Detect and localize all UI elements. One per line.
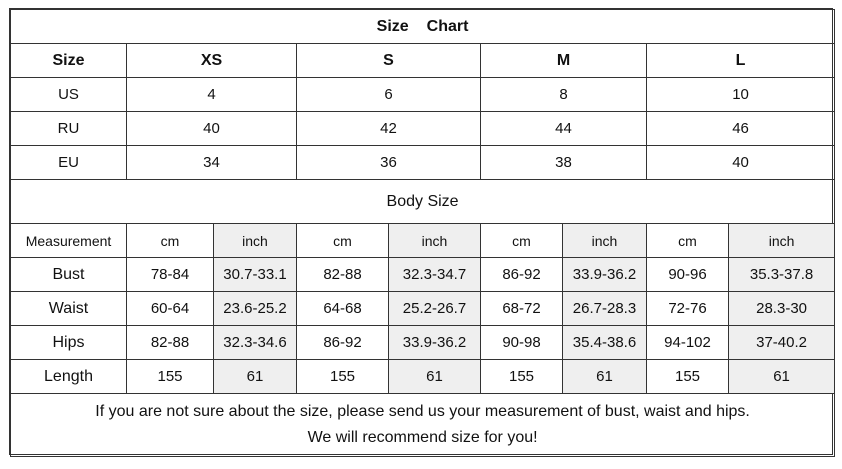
table-cell: 36 [297,146,481,180]
table-cell: 90-98 [481,326,563,360]
table-cell: 72-76 [647,292,729,326]
table-cell: 37-40.2 [729,326,835,360]
table-cell: 34 [127,146,297,180]
body-size-title: Body Size [11,180,835,224]
table-cell: 33.9-36.2 [389,326,481,360]
table-cell: 86-92 [481,258,563,292]
title-word-chart: Chart [426,17,469,35]
table-cell: 155 [647,360,729,394]
footer-line-1: If you are not sure about the size, please send us your measurement of bust, waist and hips. [95,403,750,420]
table-cell: 35.3-37.8 [729,258,835,292]
table-cell: 42 [297,112,481,146]
table-cell: 61 [214,360,297,394]
table-cell: 61 [729,360,835,394]
size-header-row [11,44,835,78]
conversion-row-us [11,78,835,112]
table-cell: 82-88 [127,326,214,360]
table-cell: 64-68 [297,292,389,326]
table-cell: 40 [647,146,835,180]
unit-header: cm [647,224,729,258]
table-cell: 40 [127,112,297,146]
table-cell: 46 [647,112,835,146]
table-cell: 10 [647,78,835,112]
table-cell: 155 [297,360,389,394]
size-s-header: S [297,44,481,78]
table-cell: 155 [127,360,214,394]
table-cell: 61 [389,360,481,394]
table-cell: 33.9-36.2 [563,258,647,292]
row-label: Bust [11,258,127,292]
conversion-row-ru [11,112,835,146]
unit-header: inch [389,224,481,258]
table-cell: 25.2-26.7 [389,292,481,326]
body-row-waist [11,292,835,326]
table-cell: 38 [481,146,647,180]
unit-header: cm [297,224,389,258]
table-cell: 61 [563,360,647,394]
table-cell: 78-84 [127,258,214,292]
footer-note [11,394,835,457]
table-cell: 32.3-34.7 [389,258,481,292]
unit-header: inch [214,224,297,258]
table-cell: 32.3-34.6 [214,326,297,360]
footer-line-2: We will recommend size for you! [307,429,538,446]
row-label: Waist [11,292,127,326]
row-label: US [11,78,127,112]
table-cell: 28.3-30 [729,292,835,326]
measurement-header-label: Measurement [11,224,127,258]
table-cell: 4 [127,78,297,112]
row-label: RU [11,112,127,146]
table-cell: 90-96 [647,258,729,292]
unit-header: cm [127,224,214,258]
size-header-label: Size [11,44,127,78]
table-cell: 30.7-33.1 [214,258,297,292]
table-cell: 155 [481,360,563,394]
size-chart-sheet [9,8,833,455]
title-word-size: Size [376,17,409,35]
table-cell: 94-102 [647,326,729,360]
table-cell: 26.7-28.3 [563,292,647,326]
chart-title [11,10,835,44]
table-cell: 6 [297,78,481,112]
measurement-header-row [11,224,835,258]
unit-header: cm [481,224,563,258]
table-cell: 86-92 [297,326,389,360]
row-label: EU [11,146,127,180]
size-m-header: M [481,44,647,78]
unit-header: inch [729,224,835,258]
table-cell: 60-64 [127,292,214,326]
size-xs-header: XS [127,44,297,78]
table-cell: 35.4-38.6 [563,326,647,360]
table-cell: 44 [481,112,647,146]
table-cell: 8 [481,78,647,112]
body-row-length [11,360,835,394]
conversion-row-eu [11,146,835,180]
size-l-header: L [647,44,835,78]
table-cell: 68-72 [481,292,563,326]
body-row-hips [11,326,835,360]
size-chart-table [10,9,835,457]
table-cell: 82-88 [297,258,389,292]
body-row-bust [11,258,835,292]
row-label: Hips [11,326,127,360]
table-cell: 23.6-25.2 [214,292,297,326]
row-label: Length [11,360,127,394]
unit-header: inch [563,224,647,258]
